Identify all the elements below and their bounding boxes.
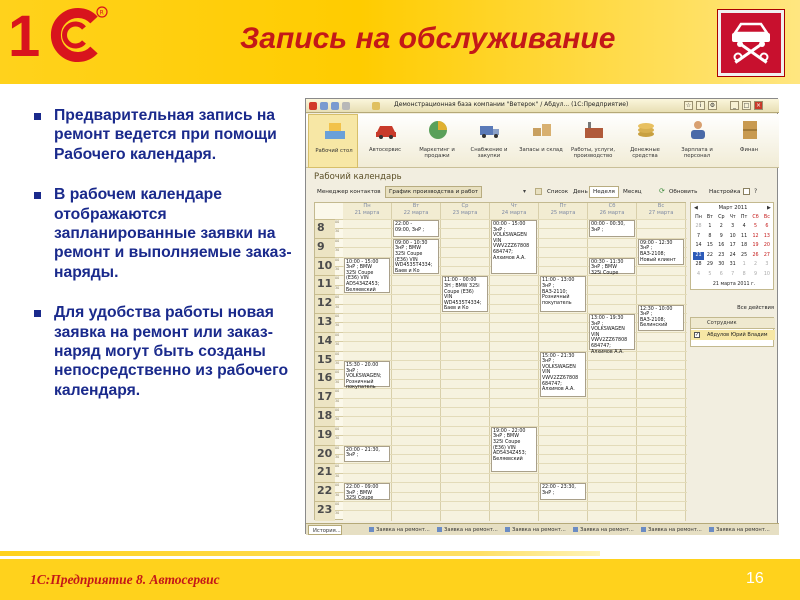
calendar-event[interactable]: 10:00 - 15:00 ЗнР ; BMW 325i Coupe (E36) VIN AD5434Z453; Беляевский [344, 258, 390, 294]
employee-name: Абдулов Юрий Владим [707, 332, 768, 338]
grid-line [343, 416, 687, 417]
slide-header [0, 0, 800, 84]
car-service-icon [718, 10, 784, 76]
grid-line [343, 341, 687, 342]
day-header [637, 203, 686, 219]
grid-line [343, 332, 687, 333]
calendar-event[interactable]: 20:00 - 21:30, ЗнР ; [344, 446, 390, 463]
bullet-item: Для удобства работы новая заявка на ремонт или заказ-наряд могут быть созданы непосредственно из рабочего календаря. [34, 303, 302, 400]
half-hour-mark: 30 [335, 454, 343, 463]
section-autoservice[interactable] [360, 114, 410, 168]
day-date: 21 марта [354, 210, 380, 216]
half-hour-mark: 00 [335, 313, 343, 322]
mini-calendar-weekday: Чт [729, 215, 736, 220]
day-date: 27 марта [648, 210, 674, 216]
grid-line [343, 473, 687, 474]
taskbar-item[interactable]: Заявка на ремонт... [572, 525, 634, 535]
forward-icon[interactable] [331, 102, 339, 110]
day-header [392, 203, 441, 219]
calendar-event[interactable]: 09:00 - 12:30 ЗнР ; ВАЗ-2108; Новый клиент [638, 239, 684, 265]
hour-label: 13 [315, 313, 335, 332]
half-hour-mark: 00 [335, 369, 343, 378]
refresh-button[interactable]: Обновить [669, 189, 698, 195]
mini-calendar[interactable] [690, 202, 774, 290]
grid-line [343, 510, 687, 511]
grid-line [343, 275, 687, 276]
half-hour-mark: 30 [335, 322, 343, 331]
app-icon [309, 102, 317, 110]
calendar-event[interactable]: 22:00 - 09:00, ЗнР ; [393, 220, 439, 237]
hour-label: 16 [315, 369, 335, 388]
hour-label: 20 [315, 445, 335, 464]
grid-line [343, 285, 687, 286]
half-hour-mark: 30 [335, 398, 343, 407]
calendar-event[interactable]: 12:30 - 10:00 ЗнР ; ВАЗ-2108; Белинский [638, 305, 684, 331]
grid-line [343, 322, 687, 323]
cabinet-icon [738, 118, 762, 142]
tab-month[interactable]: Месяц [623, 189, 642, 195]
mini-calendar-weekday: Вт [706, 215, 713, 220]
hour-label: 10 [315, 257, 335, 276]
half-hour-mark: 00 [335, 275, 343, 284]
mini-calendar-day[interactable]: 7 [696, 233, 701, 239]
mini-calendar-day[interactable]: 29 [706, 262, 713, 267]
calendar-event[interactable]: 11:00 - 13:00 ЗнР ; ВАЗ-2110; Розничный покупатель [540, 276, 586, 312]
person-icon [686, 118, 710, 142]
window-title: Демонстрационная база компании "Ветерок" / Абдул... (1С:Предприятие) [394, 101, 629, 108]
tab-production-schedule[interactable]: График производства и работ [385, 186, 482, 198]
svg-text:1: 1 [8, 4, 41, 69]
day-header [441, 203, 490, 219]
hour-label: 22 [315, 482, 335, 501]
day-date: 23 марта [452, 210, 478, 216]
half-hour-mark: 30 [335, 492, 343, 501]
mini-calendar-day[interactable]: 21 [693, 252, 704, 260]
hour-label: 11 [315, 275, 335, 294]
coins-icon [634, 118, 658, 142]
mini-calendar-selected-date[interactable]: 21 марта 2011 г. [712, 282, 756, 287]
grid-line [343, 398, 687, 399]
app-window [305, 98, 778, 534]
section-label: Запасы и склад [519, 147, 563, 153]
half-hour-mark: 00 [335, 219, 343, 228]
half-hour-mark: 00 [335, 332, 343, 341]
section-finance[interactable] [724, 114, 774, 168]
grid-line [343, 501, 687, 502]
section-label: Денежные средства [630, 147, 660, 160]
mini-calendar-day[interactable]: 9 [719, 233, 723, 239]
half-hour-mark: 00 [335, 351, 343, 360]
employee-checkbox[interactable]: ✓ [695, 332, 700, 338]
window-taskbar [306, 523, 779, 535]
taskbar-item[interactable]: Заявка на ремонт... [504, 525, 566, 535]
factory-icon [582, 118, 606, 142]
mini-calendar-day[interactable]: 16 [718, 243, 725, 248]
half-hour-mark: 30 [335, 435, 343, 444]
day-of-week: Вс [657, 203, 665, 209]
day-of-week: Чт [510, 203, 518, 209]
employee-row[interactable] [691, 330, 775, 340]
mini-calendar-day[interactable]: 6 [765, 224, 769, 229]
settings-icon[interactable]: ⚙ [709, 102, 716, 109]
employee-list [690, 317, 774, 347]
mini-calendar-day[interactable]: 31 [729, 262, 736, 267]
mini-calendar-day[interactable]: 10 [763, 271, 770, 277]
taskbar-item[interactable]: Заявка на ремонт... [436, 525, 498, 535]
half-hour-mark: 30 [335, 510, 343, 519]
hour-label: 8 [315, 219, 335, 238]
refresh-icon[interactable]: ⟳ [659, 187, 665, 195]
mini-calendar-day[interactable]: 7 [731, 271, 735, 277]
section-works[interactable] [568, 114, 618, 168]
section-label: Финан [739, 147, 759, 153]
grid-line [343, 407, 687, 408]
minimize-button[interactable]: _ [730, 101, 739, 110]
mini-calendar-day[interactable]: 17 [729, 243, 736, 248]
footer-text: 1С:Предприятие 8. Автосервис [30, 572, 220, 587]
section-money[interactable] [620, 114, 670, 168]
day-of-week: Пт [559, 203, 567, 209]
mini-calendar-day[interactable]: 22 [706, 252, 713, 258]
taskbar-item[interactable]: Заявка на ремонт... [368, 525, 430, 535]
day-of-week: Вт [412, 203, 420, 209]
section-label: Автосервис [368, 147, 402, 153]
mini-calendar-day[interactable]: 3 [765, 262, 769, 267]
dropdown-icon[interactable]: ▾ [523, 188, 527, 195]
bullet-item: Предварительная запись на ремонт ведется при помощи Рабочего календаря. [34, 106, 302, 164]
mini-calendar-day[interactable]: 10 [729, 233, 736, 239]
mini-calendar-day[interactable]: 15 [706, 243, 713, 248]
day-of-week: Пн [363, 203, 371, 209]
calendar-toolbar [313, 185, 773, 199]
mini-calendar-day[interactable]: 26 [752, 252, 759, 258]
mini-calendar-day[interactable]: 4 [742, 224, 746, 229]
section-label: Рабочий стол [315, 148, 353, 154]
half-hour-mark: 00 [335, 463, 343, 472]
calendar-event[interactable]: 15:00 - 21:30 ЗнР ; VOLKSWAGEN VIN VWV2ZZ67808 684747; Алхимов А.А. [540, 352, 586, 397]
mini-calendar-day[interactable]: 11 [741, 233, 748, 239]
calendar-event[interactable]: 09:00 - 10:30 ЗнР ; BMW 325i Coupe (E36) VIN WD4535T4334; Баев и Ко [393, 239, 439, 275]
mini-calendar-day[interactable]: 19 [752, 243, 759, 248]
window-titlebar [306, 99, 779, 113]
close-button[interactable]: × [755, 102, 762, 109]
mini-calendar-day[interactable]: 28 [695, 262, 702, 267]
mini-calendar-day[interactable]: 18 [741, 243, 748, 248]
hour-label: 12 [315, 294, 335, 313]
mini-calendar-day[interactable]: 13 [763, 233, 770, 239]
half-hour-mark: 00 [335, 407, 343, 416]
mini-calendar-day[interactable]: 5 [753, 224, 758, 229]
desk-icon [323, 119, 347, 143]
half-hour-mark: 30 [335, 285, 343, 294]
hour-label: 14 [315, 332, 335, 351]
calendar-event[interactable]: 00:00 - 00:30, ЗнР ; [589, 220, 635, 237]
section-marketing[interactable] [412, 114, 462, 168]
section-stock[interactable] [516, 114, 566, 168]
half-hour-mark: 30 [335, 341, 343, 350]
calendar-event[interactable]: 22:00 - 09:00 ЗнР ; BMW 325i Coupe [344, 483, 390, 500]
mini-calendar-day[interactable]: 4 [696, 271, 701, 277]
mini-calendar-day[interactable]: 5 [708, 271, 712, 277]
mini-calendar-day[interactable]: 2 [719, 224, 723, 229]
grid-line [343, 360, 687, 361]
day-date: 24 марта [501, 210, 527, 216]
day-date: 25 марта [550, 210, 576, 216]
star-icon[interactable]: ☆ [685, 102, 692, 109]
section-label: Работы, услуги, производство [570, 147, 616, 160]
grid-line [343, 304, 687, 305]
taskbar-item[interactable]: Заявка на ремонт... [708, 525, 770, 535]
grid-line [343, 351, 687, 352]
half-hour-mark: 30 [335, 304, 343, 313]
home-icon[interactable] [342, 102, 350, 110]
tab-week[interactable]: Неделя [589, 186, 619, 198]
grid-line [343, 369, 687, 370]
maximize-button[interactable]: □ [743, 102, 750, 109]
week-calendar[interactable] [314, 202, 686, 520]
half-hour-mark: 30 [335, 416, 343, 425]
half-hour-mark: 30 [335, 228, 343, 237]
taskbar-history[interactable]: История... [308, 525, 342, 535]
grid-line [343, 388, 687, 389]
grid-line [343, 294, 687, 295]
document-title: Рабочий календарь [314, 172, 402, 182]
mini-calendar-day[interactable]: 28 [695, 224, 702, 229]
hour-label: 17 [315, 388, 335, 407]
mini-calendar-day[interactable]: 27 [763, 252, 770, 258]
calendar-event[interactable]: 19:00 - 22:00 ЗнР ; BMW 325i Coupe (E36) VIN AD5434Z453; Беляевский [491, 427, 537, 472]
tab-day[interactable]: День [573, 189, 588, 195]
mini-calendar-day[interactable]: 12 [752, 233, 759, 239]
section-payroll[interactable] [672, 114, 722, 168]
menu-icon[interactable] [372, 102, 380, 110]
grid-line [343, 492, 687, 493]
mini-calendar-day[interactable]: 23 [718, 252, 725, 258]
all-actions-button[interactable]: Все действия [737, 305, 774, 311]
half-hour-mark: 00 [335, 388, 343, 397]
grid-line [343, 313, 687, 314]
hour-label: 15 [315, 351, 335, 370]
truck-icon [478, 118, 502, 142]
section-supply[interactable] [464, 114, 514, 168]
half-hour-mark: 00 [335, 445, 343, 454]
pie-chart-icon [426, 118, 450, 142]
half-hour-mark: 00 [335, 238, 343, 247]
half-hour-mark: 30 [335, 247, 343, 256]
mini-calendar-day[interactable]: 3 [731, 224, 735, 229]
back-icon[interactable] [320, 102, 328, 110]
tab-list[interactable]: Список [547, 189, 569, 195]
calendar-event[interactable]: 13:00 - 19:30 ЗнР ; VOLKSWAGEN VIN VWV2ZZ67808 684747; Алхимов А.А. [589, 314, 635, 350]
day-header [588, 203, 637, 219]
bullet-item: В рабочем календаре отображаются запланированные заявки на ремонт и выполняемые заказ-наряды. [34, 185, 302, 282]
tab-contacts-manager[interactable]: Менеджер контактов [317, 189, 381, 195]
hour-label: 21 [315, 463, 335, 482]
hour-label: 18 [315, 407, 335, 426]
1c-logo [6, 2, 116, 69]
mini-calendar-day[interactable]: 24 [729, 252, 736, 258]
day-date: 26 марта [599, 210, 625, 216]
mini-calendar-day[interactable]: 1 [708, 224, 712, 229]
calendar-event[interactable]: 11:00 - 00:00 ЗН ; BMW 325i Coupe (E36) VIN WD4535T4334; Баев и Ко [442, 276, 488, 312]
half-hour-mark: 00 [335, 501, 343, 510]
mini-calendar-month: Март 2011 [718, 205, 748, 211]
help-icon[interactable]: ? [754, 188, 758, 195]
day-header [490, 203, 539, 219]
calendar-event[interactable]: 22:00 - 23:30, ЗнР ; [540, 483, 586, 500]
hour-label: 9 [315, 238, 335, 257]
calendar-event[interactable]: 00:00 - 15:00 ЗнР ; VOLKSWAGEN VIN VWV2ZZ67808 684747; Алхимов А.А. [491, 220, 537, 274]
info-icon[interactable]: i [696, 101, 705, 110]
mini-calendar-day[interactable]: 20 [763, 243, 770, 248]
bullet-list [34, 106, 302, 421]
half-hour-mark: 00 [335, 426, 343, 435]
section-label: Зарплата и персонал [681, 147, 713, 160]
mini-calendar-day[interactable]: 25 [741, 252, 748, 258]
prev-month-icon[interactable]: ◀ [694, 205, 698, 211]
mini-calendar-day[interactable]: 6 [719, 271, 723, 277]
half-hour-mark: 30 [335, 266, 343, 275]
mini-calendar-weekday: Ср [718, 215, 725, 220]
slide-title: Запись на обслуживание [240, 22, 616, 55]
car-icon [374, 118, 398, 142]
grid-line [343, 482, 687, 483]
section-label: Снабжение и закупки [470, 147, 508, 160]
mini-calendar-day[interactable]: 8 [742, 271, 746, 277]
hour-label: 19 [315, 426, 335, 445]
mini-calendar-weekday: Пн [695, 215, 702, 220]
calendar-event[interactable]: 00:30 - 11:30 ЗнР ; BMW 325i Coupe [589, 258, 635, 275]
half-hour-mark: 00 [335, 257, 343, 266]
mini-calendar-day[interactable]: 1 [742, 262, 746, 267]
mini-calendar-day[interactable]: 2 [753, 262, 758, 267]
half-hour-mark: 00 [335, 294, 343, 303]
mini-calendar-day[interactable]: 30 [718, 262, 725, 267]
half-hour-mark: 30 [335, 473, 343, 482]
day-header [539, 203, 588, 219]
hour-label: 23 [315, 501, 335, 520]
print-icon[interactable] [743, 188, 750, 195]
taskbar-item[interactable]: Заявка на ремонт... [640, 525, 702, 535]
next-month-icon[interactable]: ▶ [767, 205, 771, 211]
calendar-event[interactable]: 15:30 - 20.00 ЗнР ; VOLKSWAGEN; Розничный покупатель [344, 361, 390, 387]
section-desktop[interactable] [308, 114, 358, 168]
svg-text:R: R [99, 9, 104, 17]
half-hour-mark: 30 [335, 360, 343, 369]
section-panel [306, 114, 779, 168]
grid-line [343, 379, 687, 380]
day-date: 22 марта [403, 210, 429, 216]
mini-calendar-weekday: Сб [752, 215, 759, 220]
day-of-week: Ср [461, 203, 469, 209]
day-header [343, 203, 392, 219]
footer-line [0, 551, 600, 556]
section-label: Маркетинг и продажи [419, 147, 455, 160]
boxes-icon [530, 118, 554, 142]
mini-calendar-day[interactable]: 9 [753, 271, 758, 277]
mini-calendar-day[interactable]: 8 [708, 233, 712, 239]
half-hour-mark: 30 [335, 379, 343, 388]
page-number: 16 [746, 570, 764, 587]
list-icon [535, 188, 542, 195]
day-of-week: Сб [608, 203, 616, 209]
settings-button[interactable]: Настройка [709, 189, 741, 195]
half-hour-mark: 00 [335, 482, 343, 491]
employee-column-header: Сотрудник [691, 318, 775, 329]
mini-calendar-weekday: Вс [763, 215, 770, 220]
mini-calendar-day[interactable]: 14 [695, 243, 702, 248]
mini-calendar-weekday: Пт [740, 215, 748, 220]
